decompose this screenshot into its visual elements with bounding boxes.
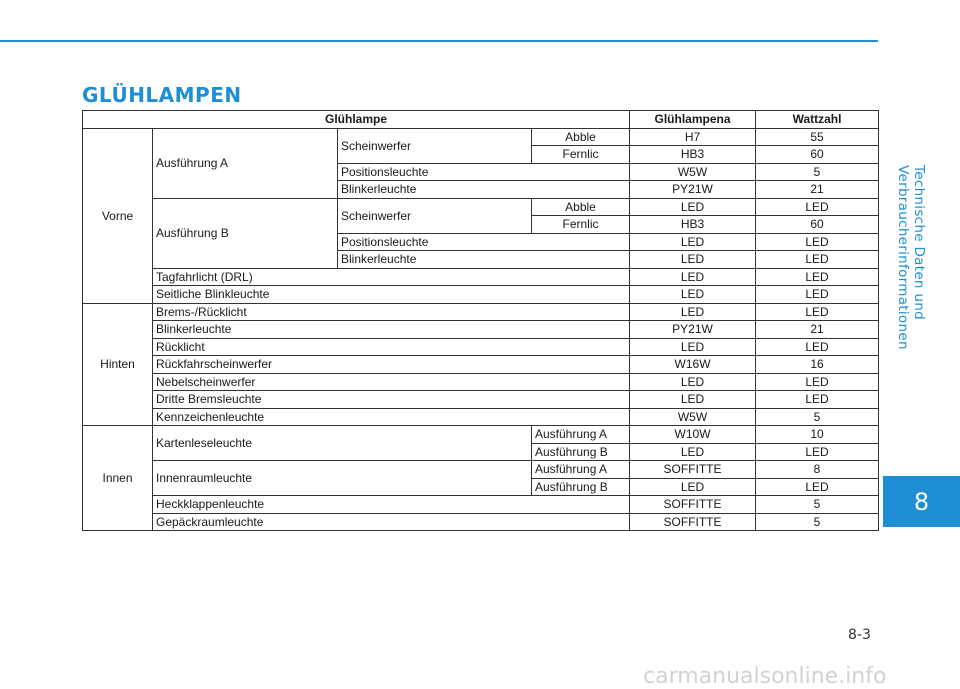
bulb-type-cell: LED xyxy=(630,268,756,286)
bulb-type-cell: PY21W xyxy=(630,321,756,339)
wattage-cell: LED xyxy=(756,251,879,269)
turn-signal-label: Blinkerleuchte xyxy=(153,321,630,339)
version-b-label: Ausführung B xyxy=(153,198,338,268)
wattage-cell: LED xyxy=(756,286,879,304)
bulb-type-cell: HB3 xyxy=(630,216,756,234)
bulb-type-cell: LED xyxy=(630,198,756,216)
bulb-type-cell: SOFFITTE xyxy=(630,513,756,531)
table-row xyxy=(83,496,879,514)
high-beam-label: Fernlic xyxy=(532,216,630,234)
bulb-type-cell: W5W xyxy=(630,408,756,426)
table-row xyxy=(83,391,879,409)
wattage-cell: 5 xyxy=(756,408,879,426)
chapter-side-title: Technische Daten und Verbraucherinformationen xyxy=(895,165,927,350)
bulb-type-cell: SOFFITTE xyxy=(630,461,756,479)
bulb-type-cell: LED xyxy=(630,391,756,409)
wattage-cell: LED xyxy=(756,391,879,409)
wattage-cell: LED xyxy=(756,233,879,251)
high-beam-label: Fernlic xyxy=(532,146,630,164)
side-repeater-label: Seitliche Blinkleuchte xyxy=(153,286,630,304)
tailgate-lamp-label: Heckklappenleuchte xyxy=(153,496,630,514)
drl-label: Tagfahrlicht (DRL) xyxy=(153,268,630,286)
header-rule xyxy=(0,40,878,42)
plate-lamp-label: Kennzeichenleuchte xyxy=(153,408,630,426)
wattage-cell: LED xyxy=(756,338,879,356)
bulb-table xyxy=(82,110,879,531)
header-wattage: Wattzahl xyxy=(756,111,879,129)
table-row xyxy=(83,321,879,339)
table-row xyxy=(83,513,879,531)
luggage-lamp-label: Gepäckraumleuchte xyxy=(153,513,630,531)
bulb-type-cell: SOFFITTE xyxy=(630,496,756,514)
section-title: GLÜHLAMPEN xyxy=(82,83,242,107)
table-row xyxy=(83,461,879,479)
wattage-cell: 5 xyxy=(756,163,879,181)
table-row xyxy=(83,408,879,426)
bulb-type-cell: PY21W xyxy=(630,181,756,199)
turn-signal-label: Blinkerleuchte xyxy=(338,181,630,199)
header-bulb: Glühlampe xyxy=(83,111,630,129)
version-a-label: Ausführung A xyxy=(532,461,630,479)
high-stop-lamp-label: Dritte Bremsleuchte xyxy=(153,391,630,409)
turn-signal-label: Blinkerleuchte xyxy=(338,251,630,269)
page-number: 8-3 xyxy=(848,627,871,643)
wattage-cell: LED xyxy=(756,443,879,461)
map-lamp-label: Kartenleseleuchte xyxy=(153,426,532,461)
wattage-cell: 60 xyxy=(756,146,879,164)
table-row xyxy=(83,268,879,286)
fog-lamp-label: Nebelscheinwerfer xyxy=(153,373,630,391)
wattage-cell: 60 xyxy=(756,216,879,234)
reverse-lamp-label: Rückfahrscheinwerfer xyxy=(153,356,630,374)
table-header-row xyxy=(83,111,879,129)
watermark: carmanualsonline.info xyxy=(643,664,887,689)
wattage-cell: 16 xyxy=(756,356,879,374)
stop-tail-label: Brems-/Rücklicht xyxy=(153,303,630,321)
wattage-cell: 8 xyxy=(756,461,879,479)
bulb-type-cell: LED xyxy=(630,478,756,496)
group-front: Vorne xyxy=(83,128,153,303)
bulb-type-cell: LED xyxy=(630,373,756,391)
room-lamp-label: Innenraumleuchte xyxy=(153,461,532,496)
version-b-label: Ausführung B xyxy=(532,443,630,461)
wattage-cell: 5 xyxy=(756,513,879,531)
bulb-type-cell: W5W xyxy=(630,163,756,181)
table-row xyxy=(83,198,879,216)
wattage-cell: 5 xyxy=(756,496,879,514)
version-a-label: Ausführung A xyxy=(153,128,338,198)
bulb-type-cell: LED xyxy=(630,443,756,461)
bulb-type-cell: LED xyxy=(630,338,756,356)
position-lamp-label: Positionsleuchte xyxy=(338,233,630,251)
headlamp-label: Scheinwerfer xyxy=(338,128,532,163)
wattage-cell: LED xyxy=(756,373,879,391)
header-bulb-type: Glühlampena xyxy=(630,111,756,129)
bulb-type-cell: LED xyxy=(630,286,756,304)
version-b-label: Ausführung B xyxy=(532,478,630,496)
table-row xyxy=(83,373,879,391)
table-row xyxy=(83,338,879,356)
tail-lamp-label: Rücklicht xyxy=(153,338,630,356)
wattage-cell: 10 xyxy=(756,426,879,444)
bulb-type-cell: LED xyxy=(630,233,756,251)
position-lamp-label: Positionsleuchte xyxy=(338,163,630,181)
bulb-type-cell: W16W xyxy=(630,356,756,374)
table-row xyxy=(83,356,879,374)
wattage-cell: LED xyxy=(756,478,879,496)
table-row xyxy=(83,303,879,321)
bulb-type-cell: LED xyxy=(630,303,756,321)
wattage-cell: 21 xyxy=(756,181,879,199)
bulb-type-cell: HB3 xyxy=(630,146,756,164)
headlamp-label: Scheinwerfer xyxy=(338,198,532,233)
bulb-type-cell: LED xyxy=(630,251,756,269)
table-row xyxy=(83,286,879,304)
wattage-cell: LED xyxy=(756,198,879,216)
version-a-label: Ausführung A xyxy=(532,426,630,444)
group-interior: Innen xyxy=(83,426,153,531)
table-row xyxy=(83,426,879,444)
wattage-cell: 55 xyxy=(756,128,879,146)
chapter-tab[interactable]: 8 xyxy=(883,476,960,527)
wattage-cell: 21 xyxy=(756,321,879,339)
bulb-type-cell: H7 xyxy=(630,128,756,146)
wattage-cell: LED xyxy=(756,303,879,321)
group-rear: Hinten xyxy=(83,303,153,426)
table-row xyxy=(83,128,879,146)
low-beam-label: Abble xyxy=(532,128,630,146)
wattage-cell: LED xyxy=(756,268,879,286)
bulb-type-cell: W10W xyxy=(630,426,756,444)
low-beam-label: Abble xyxy=(532,198,630,216)
